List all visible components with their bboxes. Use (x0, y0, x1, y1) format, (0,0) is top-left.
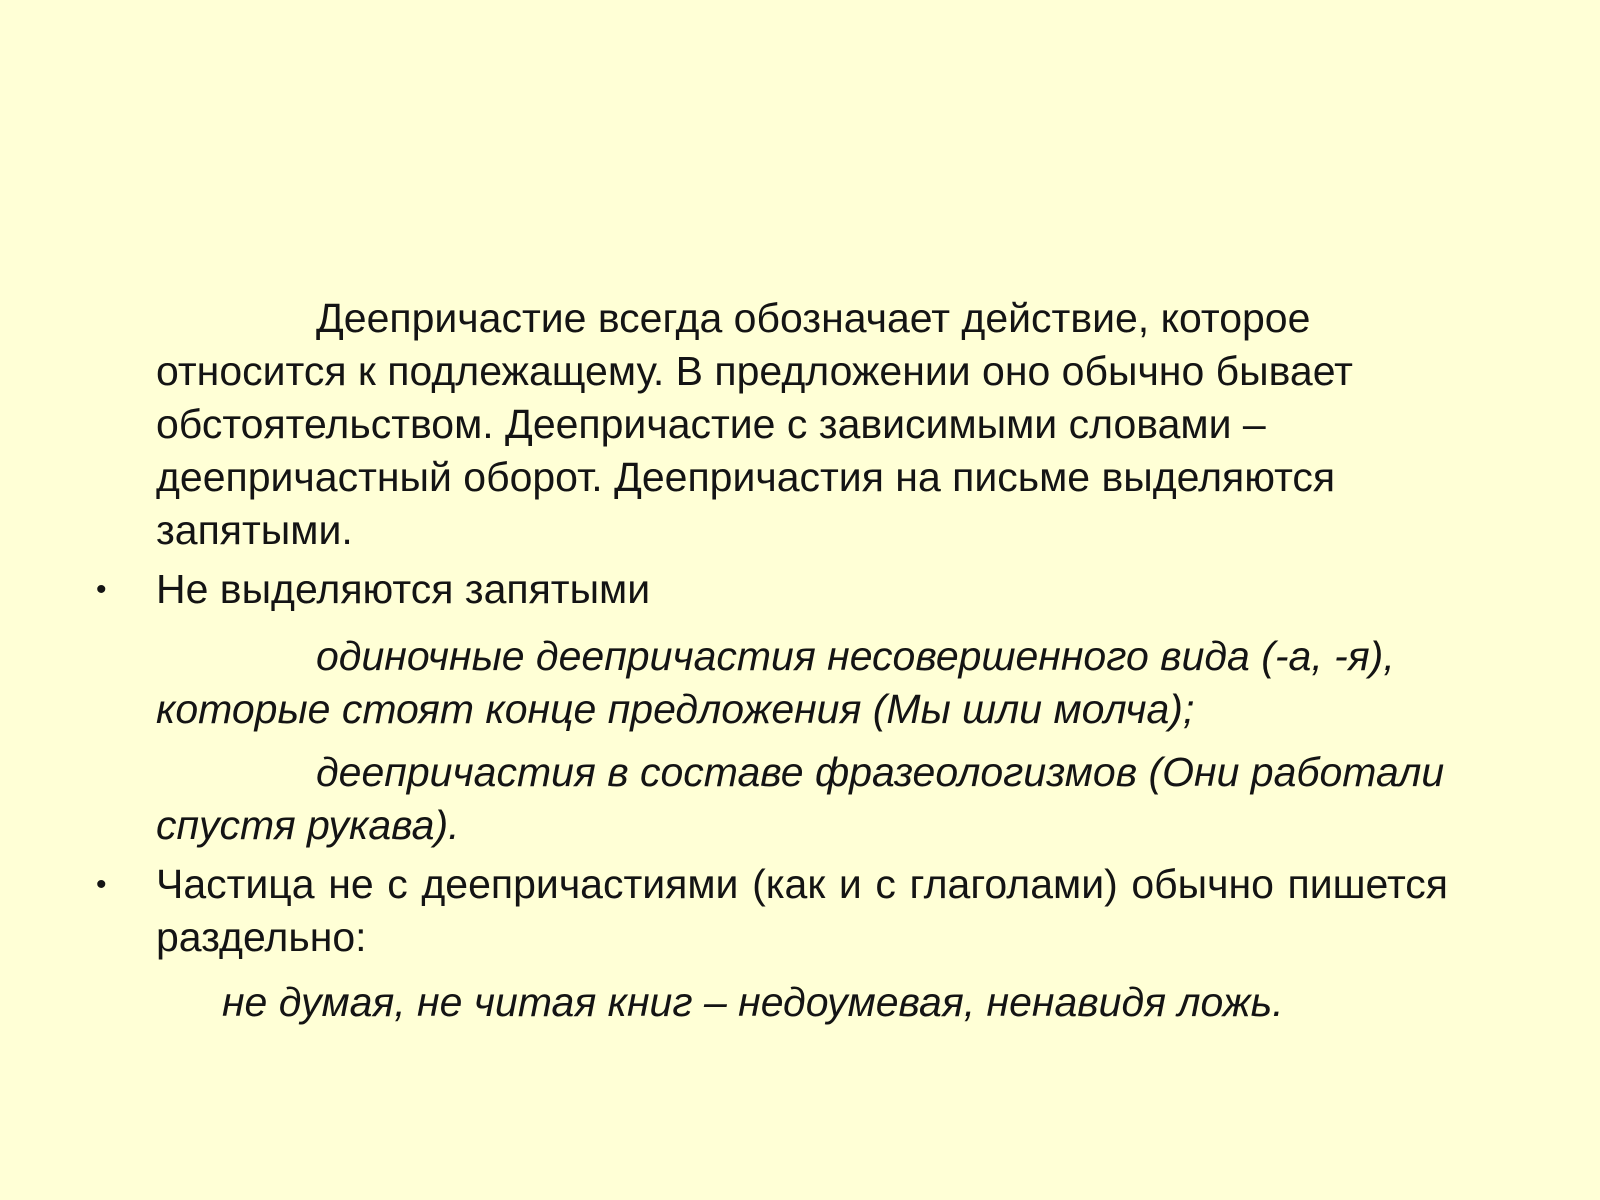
bullet-text-not-separated: Не выделяются запятыми (156, 566, 651, 612)
subitem-phraseologisms: деепричастия в составе фразеологизмов (Они работали спустя рукава). (156, 749, 1445, 848)
subitem-single-participles: одиночные деепричастия несовершенного вида (-а, -я), которые стоят конце предложения (Мы шли молча); (156, 633, 1395, 732)
bullet-marker: • (96, 573, 107, 606)
example-line: не думая, не читая книг – недоумевая, ненавидя ложь. (222, 979, 1284, 1025)
bullet-marker: • (96, 868, 107, 901)
bullet-text-particle-ne: Частица не с деепричастиями (как и с глаголами) обычно пишется раздельно: (156, 861, 1448, 960)
intro-paragraph: Деепричастие всегда обозначает действие, которое относится к подлежащему. В предложении оно обычно бывает обстоятельством. Деепричастие с зависимыми словами – деепричастный оборот. Деепричастия на письме выделяются запятыми. (156, 295, 1353, 553)
